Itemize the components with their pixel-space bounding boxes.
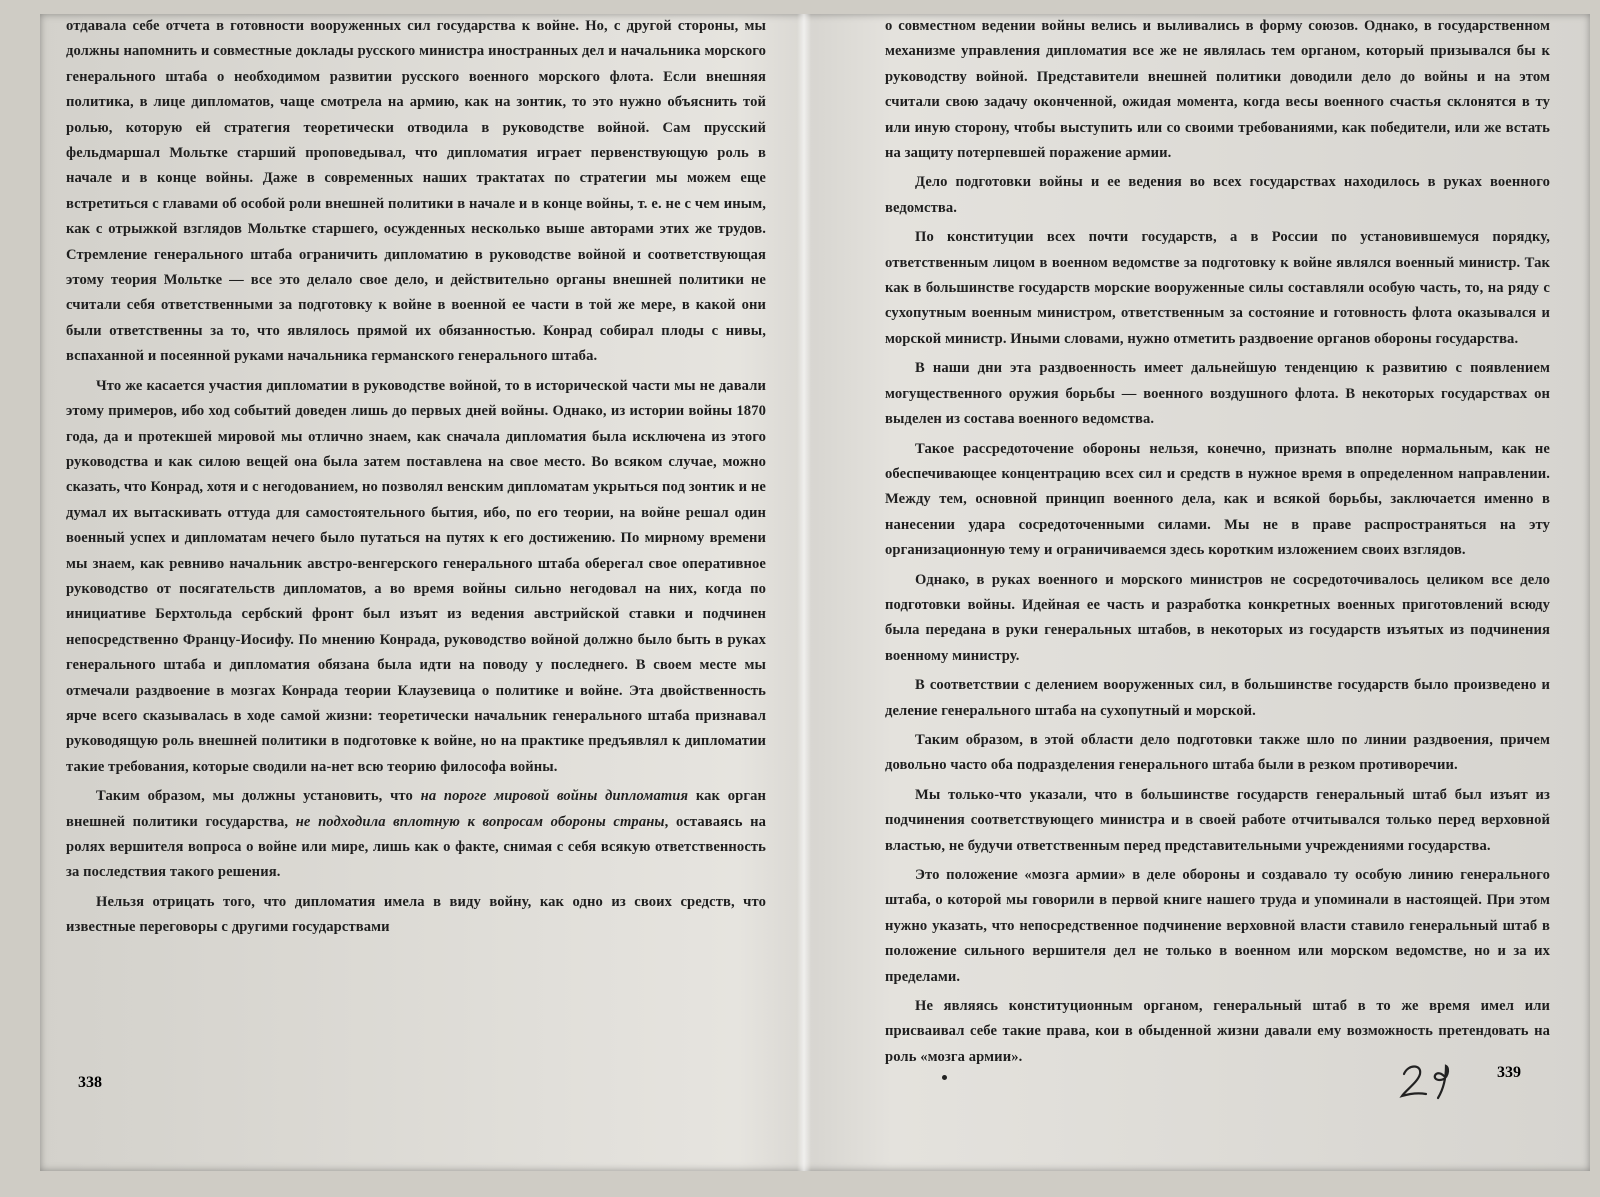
left-page (66, 14, 766, 1114)
right-paragraph-11: Не являясь конституционным органом, генеральный штаб в то же время имел или присваивал себе такие права, кои в обыденной жизни давали ему возможность претендовать на роль «мозга армии». (885, 998, 1550, 1065)
right-paragraph-1: о совместном ведении войны велись и выливались в форму союзов. Однако, в государственном механизме управления дипломатия все же не являлась тем органом, который призывался бы к руководству войной. Представители внешней политики доводили дело до войны и на этом считали свою задачу оконченной, ожидая момента, когда весы военного счастья склонятся в ту или иную сторону, чтобы выступить или со своими требованиями, как победители, или же встать на защиту потерпевшей поражение армии. (885, 18, 1550, 162)
right-page (885, 14, 1550, 1114)
book-gutter (797, 14, 811, 1171)
para3-mid: как орган внешней политики государства, (66, 788, 767, 830)
ink-dot (942, 1075, 947, 1080)
right-paragraph-10: Это положение «мозга армии» в деле обороны и создавало ту особую линию генерального штаба, о которой мы говорили в первой книге нашего труда и упоминали в настоящей. При этом нужно указать, что непосредственное подчинение верховной власти ставило генеральный штаб в положение сильного вершителя дел не только в военном или морском ведомстве, но и за их пределами. (885, 867, 1550, 985)
right-page-number: 339 (1497, 1064, 1521, 1081)
left-paragraph-3 (66, 784, 766, 886)
right-paragraph-3: По конституции всех почти государств, а в России по установившемуся порядку, ответственным лицом в военном ведомстве за подготовку к войне являлся военный министр. Так как в большинстве государств морские вооруженные силы составляли особую часть, то, на ряду с сухопутным военным министром, ответственным за состояние и готовность флота оказывался и морской министр. Иными словами, нужно отметить раздвоение органов обороны государства. (885, 229, 1550, 347)
para3-end: , оставаясь на ролях вершителя вопроса о войне или мире, лишь как о факте, снимая с себя всякую ответственность за последствия такого решения. (66, 813, 766, 881)
left-paragraph-2: Что же касается участия дипломатии в руководстве войной, то в исторической части мы не давали этому примеров, ибо ход событий доведен лишь до первых дней войны. Однако, из истории войны 1870 года, да и протекшей мировой мы отлично знаем, как сначала дипломатия была исключена из этого руководства и как силою вещей она была затем поставлена на свое место. Во всяком случае, можно сказать, что Конрад, хотя и с негодованием, но позволял венским дипломатам укрыться под зонтик и не думал их вытаскивать оттуда для самостоятельного бытия, ибо, по его теории, на войне решал один военный успех и дипломатам нечего было путаться на путях к его достижению. По мирному времени мы знаем, как ревниво начальник австро-венгерского генерального штаба оберегал свое оперативное руководство от посягательств дипломатов, а во время войны сильно негодовал на них, когда по инициативе Берхтольда сербский фронт был изъят из ведения австрийской ставки и подчинен непосредственно Францу-Иосифу. По мнению Конрада, руководство войной должно было быть в руках генерального штаба и дипломатия обязана была идти на поводу у последнего. В своем месте мы отмечали раздвоение в мозгах Конрада теории Клаузевица о политике и войне. Эта двойственность ярче всего сказывалась в ходе самой жизни: теоретически начальник генерального штаба признавал руководящую роль внешней политики в подготовке к войне, но на практике предъявлял к дипломатии такие требования, которые сводили на-нет всю теорию философа войны. (66, 377, 766, 775)
left-paragraph-4: Нельзя отрицать того, что дипломатия имела в виду войну, как одно из своих средств, что известные переговоры с другими государствами (66, 893, 766, 936)
para3-start: Таким образом, мы должны установить, что (96, 788, 421, 805)
handwritten-page-mark (1398, 1060, 1468, 1100)
right-paragraph-2: Дело подготовки войны и ее ведения во всех государствах находилось в руках военного ведомства. (885, 174, 1550, 216)
right-paragraph-8: Таким образом, в этой области дело подготовки также шло по линии раздвоения, причем довольно часто оба подразделения генерального штаба были в резком противоречии. (885, 731, 1550, 774)
para3-italic-2: не подходила вплотную к вопросам обороны страны (295, 813, 665, 830)
left-paragraph-1: отдавала себе отчета в готовности вооруженных сил государства к войне. Но, с другой стороны, мы должны напомнить и совместные доклады русского министра иностранных дел и начальника морского генерального штаба о необходимом развитии русского военного морского флота. Если внешняя политика, в лице дипломатов, чаще смотрела на армию, как на зонтик, то это нужно объяснить той ролью, которую ей стратегия теоретически отводила в руководстве войной. Сам прусский фельдмаршал Мольтке старший проповедывал, что дипломатия играет первенствующую роль в начале и в конце войны. Даже в современных наших трактатах по стратегии мы можем еще встретиться с главами об особой роли внешней политики в начале и в конце войны, т. е. не с чем иным, как с отрыжкой взглядов Мольтке старшего, осужденных несколько выше авторами этих же трудов. Стремление генерального штаба ограничить дипломатию в руководстве войной и соответствующая этому теория Мольтке — все это делало свое дело, и действительно органы внешней политики не считали себя ответственными за подготовку к войне в военной ее части в той же мере, в какой они были ответственны за то, что являлось прямой их обязанностью. Конрад собирал плоды с нивы, вспаханной и посеянной руками начальника германского генерального штаба. (66, 18, 766, 365)
para3-italic-1: на пороге мировой войны дипломатия (420, 788, 689, 805)
right-paragraph-5: Такое рассредоточение обороны нельзя, конечно, признать вполне нормальным, как не обеспечивающее концентрацию всех сил и средств в нужное время в определенном направлении. Между тем, основной принцип военного дела, как и всякой борьбы, заключается именно в нанесении удара сосредоточенными силами. Мы не в праве распространяться на эту организационную тему и ограничиваемся здесь коротким изложением своих взглядов. (885, 440, 1550, 559)
left-page-number: 338 (78, 1074, 102, 1091)
right-paragraph-7: В соответствии с делением вооруженных сил, в большинстве государств было произведено и деление генерального штаба на сухопутный и морской. (885, 677, 1550, 719)
right-paragraph-4: В наши дни эта раздвоенность имеет дальнейшую тенденцию к развитию с появлением могущественного оружия борьбы — военного воздушного флота. В некоторых государствах он выделен из состава военного ведомства. (885, 360, 1550, 428)
right-paragraph-6: Однако, в руках военного и морского министров не сосредоточивалось целиком все дело подготовки войны. Идейная ее часть и разработка конкретных военных приготовлений всюду была передана в руки генеральных штабов, в некоторых из государств изъятых из подчинения военному министру. (885, 571, 1550, 664)
right-paragraph-9: Мы только-что указали, что в большинстве государств генеральный штаб был изъят из подчинения соответствующего министра и в своей работе отчитывался только перед верховной властью, не будучи ответственным перед представительными учреждениями государства. (885, 786, 1550, 854)
